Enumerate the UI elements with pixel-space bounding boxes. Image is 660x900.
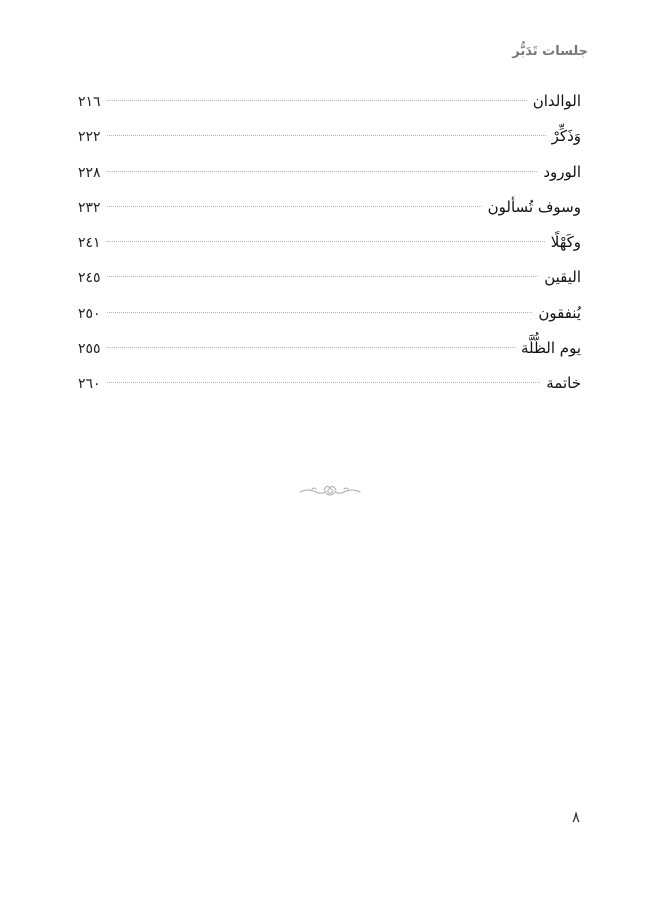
dotted-leader	[107, 171, 538, 172]
toc-entry-title: وكَهْلًا	[550, 233, 581, 252]
toc-entry[interactable]	[78, 159, 581, 194]
toc-entry-title: اليقين	[544, 268, 581, 287]
toc-entry-title: الورود	[543, 162, 581, 181]
dotted-leader	[107, 382, 541, 383]
toc-entry-title: وَذَكِّرْ	[551, 127, 581, 146]
toc-entry-title: يوم الظُّلَّة	[520, 339, 581, 358]
decorative-flourish-icon	[298, 480, 362, 500]
dotted-leader	[107, 312, 533, 313]
page-number: ٨	[572, 808, 581, 826]
table-of-contents	[78, 88, 581, 406]
toc-entry-title: الوالدان	[532, 92, 581, 110]
toc-entry-page: ٢٢٢	[78, 129, 101, 146]
toc-entry[interactable]	[78, 300, 581, 335]
toc-entry[interactable]	[78, 335, 581, 370]
dotted-leader	[107, 135, 546, 136]
toc-entry-page: ٢٥٥	[78, 341, 101, 358]
toc-entry-page: ٢٥٠	[78, 305, 101, 322]
dotted-leader	[107, 100, 527, 101]
dotted-leader	[107, 241, 545, 242]
toc-entry-title: وسوف تُسألون	[487, 197, 581, 216]
running-header-title: جلسات تَدَبُّر	[512, 44, 588, 59]
toc-entry-page: ٢٤٥	[78, 270, 101, 287]
toc-entry[interactable]	[78, 88, 581, 123]
toc-entry[interactable]	[78, 194, 581, 229]
toc-entry-page: ٢١٦	[78, 94, 101, 110]
toc-entry-title: يُنفقون	[538, 303, 581, 322]
dotted-leader	[107, 276, 539, 277]
toc-entry-title: خاتمة	[546, 374, 581, 393]
toc-entry-page: ٢٦٠	[78, 376, 101, 393]
toc-entry-page: ٢٣٢	[78, 199, 101, 216]
toc-entry-page: ٢٢٨	[78, 164, 101, 181]
dotted-leader	[107, 347, 515, 348]
toc-entry[interactable]	[78, 264, 581, 299]
toc-entry-page: ٢٤١	[78, 235, 101, 252]
toc-entry[interactable]	[78, 370, 581, 405]
toc-entry[interactable]	[78, 229, 581, 264]
dotted-leader	[107, 206, 482, 207]
toc-entry[interactable]	[78, 123, 581, 158]
